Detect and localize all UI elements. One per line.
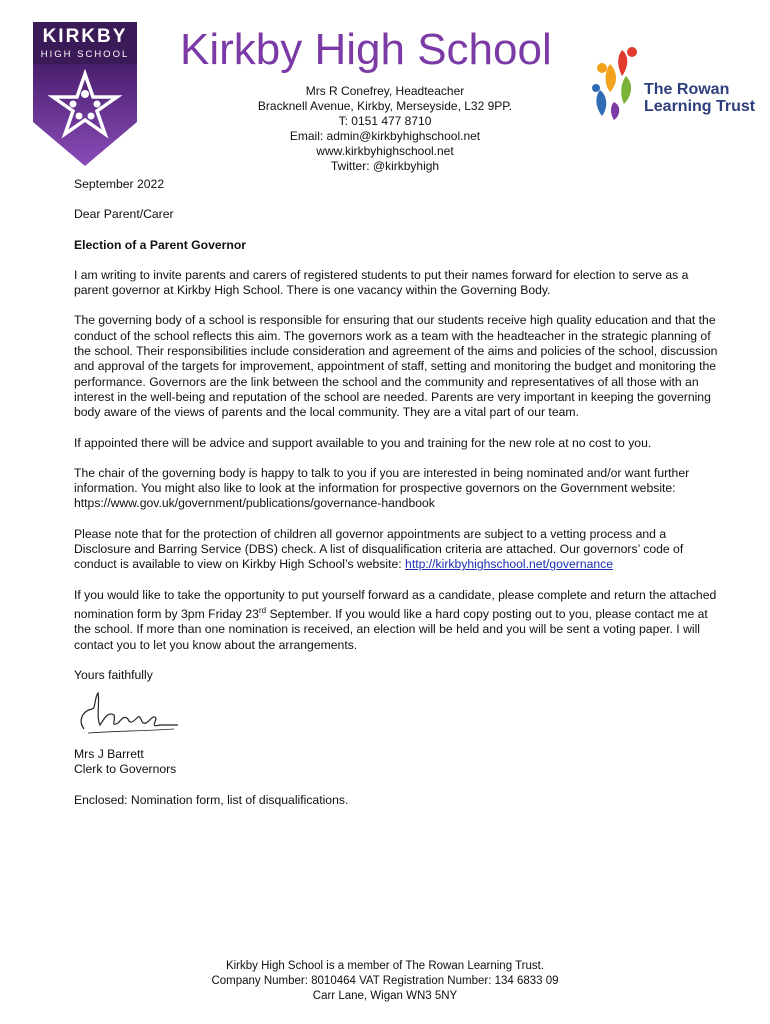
letter-date: September 2022 <box>74 177 165 191</box>
contact-phone: T: 0151 477 8710 <box>338 114 432 128</box>
rowan-people-icon <box>592 46 648 120</box>
trust-name-line2: Learning Trust <box>644 98 756 115</box>
school-contact-block <box>230 84 540 174</box>
letter-closing: Yours faithfully <box>74 667 153 682</box>
contact-website: www.kirkbyhighschool.net <box>316 144 454 158</box>
crest-title: KIRKBY <box>42 26 128 47</box>
paragraph-invitation: I am writing to invite parents and carers of registered students to put their names forward for election to serve as a parent governor at Kirkby High School. There is one vacancy within the Governing Body. <box>74 267 689 298</box>
crest-subtitle: HIGH SCHOOL <box>40 49 130 60</box>
school-crest-logo <box>33 22 137 166</box>
trust-name-line1: The Rowan <box>644 81 730 98</box>
school-name-heading: Kirkby High School <box>180 25 552 74</box>
paragraph-nomination <box>74 588 724 653</box>
signer-name: Mrs J Barrett <box>74 747 144 762</box>
handwritten-signature <box>74 681 724 741</box>
nomination-text-a: If you would like to take the opportunity to put yourself forward as a candidate, please complete and return the attached nomination form by 3pm Friday 23 <box>74 587 717 621</box>
letter-subject: Election of a Parent Governor <box>74 237 247 252</box>
signer-title: Clerk to Governors <box>74 762 177 777</box>
governance-link[interactable]: http://kirkbyhighschool.net/governance <box>405 557 614 572</box>
letter-salutation: Dear Parent/Carer <box>74 207 174 222</box>
paragraph-governing-body: The governing body of a school is responsible for ensuring that our students receive high quality education and that the conduct of the school reflects this aim. The governors work as a team with the headteacher in the strategic planning of the school. Their responsibilities include consideration and agreement of the aims and policies of the school, discussion and approval of the targets for improvement, appointment of staff, setting and monitoring the budget and monitoring the performance. Governors are the link between the school and the community and representatives of all those with an interest in the well-being and reputation of the school are needed. Parents are very important in keeping the governing body aware of the views of parents and the local community. They are a vital part of our team. <box>74 313 718 420</box>
letter-footer <box>150 959 620 1004</box>
footer-membership: Kirkby High School is a member of The Rowan Learning Trust. <box>225 960 545 972</box>
contact-twitter: Twitter: @kirkbyhigh <box>330 159 440 173</box>
date-suffix: rd <box>258 605 267 615</box>
letter-body <box>74 177 724 823</box>
enclosures-line: Enclosed: Nomination form, list of disqualifications. <box>74 792 349 807</box>
footer-company-numbers: Company Number: 8010464 VAT Registration Number: 134 6833 09 <box>211 975 559 987</box>
footer-address: Carr Lane, Wigan WN3 5NY <box>312 990 458 1002</box>
paragraph-chair-info: The chair of the governing body is happy to talk to you if you are interested in being nominated and/or want further information. You might also like to look at the information for prospective governors on the Government website: https://www.gov.uk/government/publications/governance-handbook <box>74 465 690 511</box>
contact-address: Bracknell Avenue, Kirkby, Merseyside, L32 9PP. <box>257 99 513 113</box>
contact-headteacher: Mrs R Conefrey, Headteacher <box>305 84 465 98</box>
signer-block <box>74 747 724 778</box>
nomination-text-b: September. If you would like a hard copy posting out to you, please contact me at the school. If more than one nomination is received, an election will be held and you will be sent a voting paper. I will contact you to let you know about the arrangements. <box>74 607 708 652</box>
vetting-text: Please note that for the protection of children all governor appointments are subject to a vetting process and a Disclosure and Barring Service (DBS) check. A list of disqualification criteria are attached. Our governors’ code of conduct is available to view on Kirkby High School’s website: <box>74 526 684 572</box>
paragraph-vetting <box>74 527 724 573</box>
rowan-trust-logo <box>592 46 756 120</box>
paragraph-support: If appointed there will be advice and support available to you and training for the new role at no cost to you. <box>74 435 652 450</box>
contact-email: Email: admin@kirkbyhighschool.net <box>289 129 481 143</box>
